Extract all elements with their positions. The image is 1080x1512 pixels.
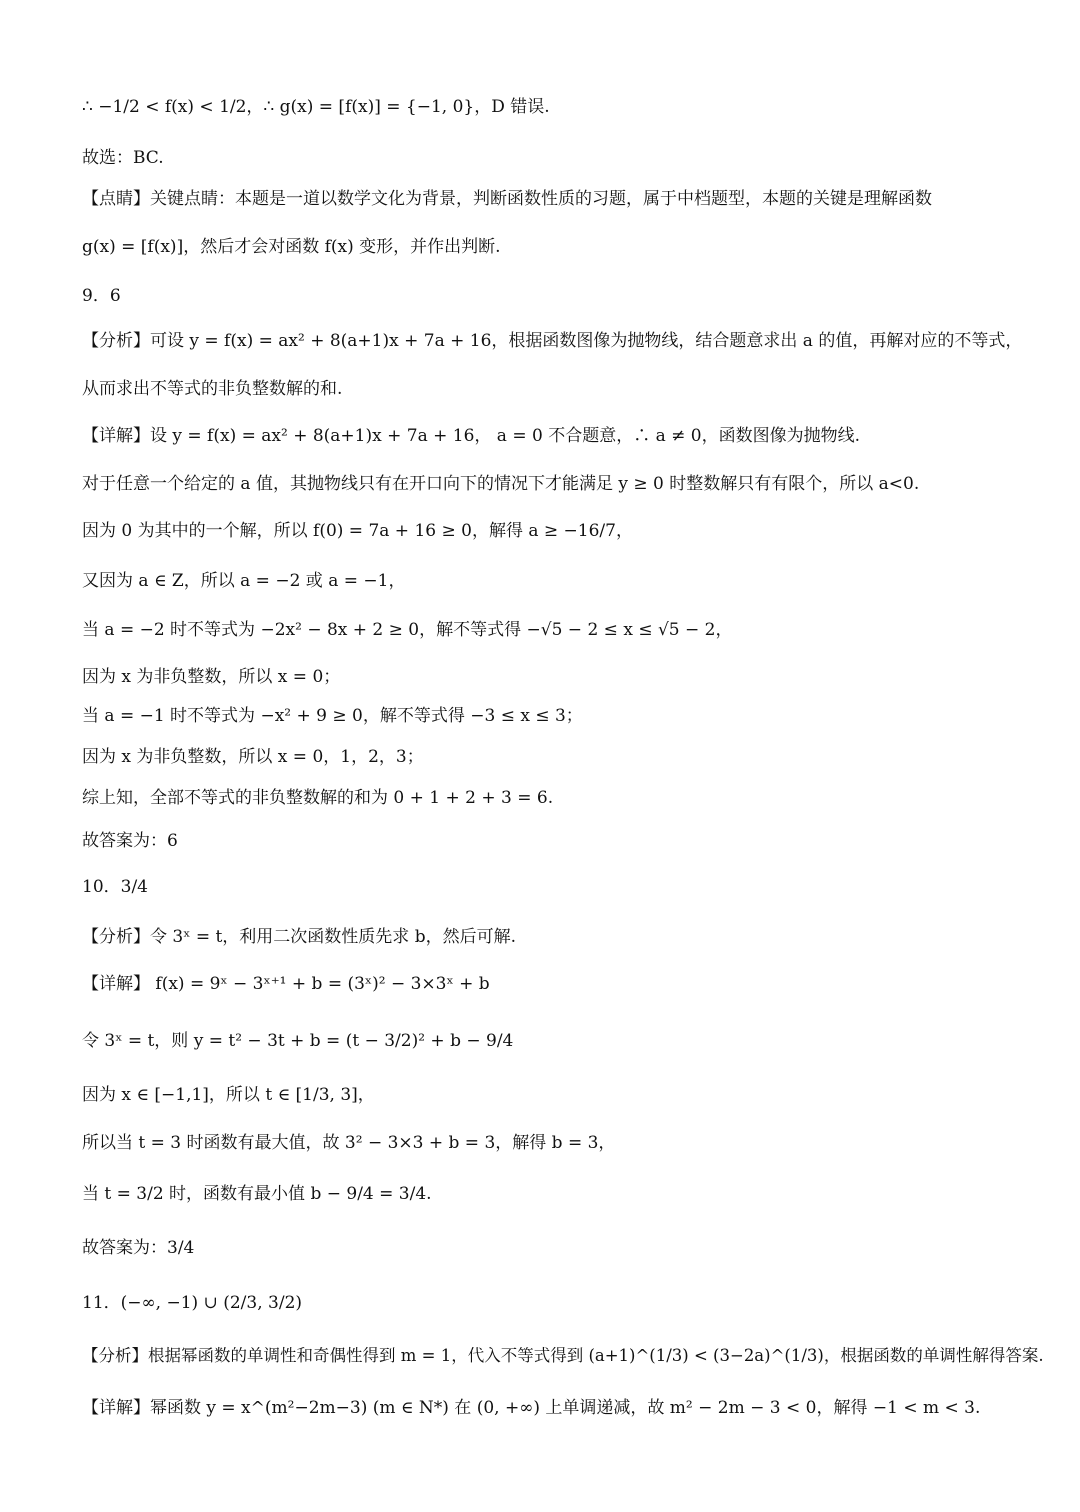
question-number: 9．6 <box>82 286 121 306</box>
text-line: 【详解】设 y = f(x) = ax² + 8(a+1)x + 7a + 16， a = 0 不合题意，∴ a ≠ 0，函数图像为抛物线. <box>82 426 861 446</box>
text-line: 所以当 t = 3 时函数有最大值，故 3² − 3×3 + b = 3，解得 b = 3， <box>82 1133 616 1153</box>
text-line: 【分析】令 3ˣ = t，利用二次函数性质先求 b，然后可解. <box>82 927 516 947</box>
text-line: g(x) = [f(x)]，然后才会对函数 f(x) 变形，并作出判断. <box>82 237 501 257</box>
text-line: 因为 x ∈ [−1,1]，所以 t ∈ [1/3, 3]， <box>82 1085 375 1105</box>
text-line: 令 3ˣ = t，则 y = t² − 3t + b = (t − 3/2)² + b − 9/4 <box>82 1031 514 1051</box>
text-line: 故选：BC. <box>82 148 164 168</box>
text-line: ∴ −1/2 < f(x) < 1/2，∴ g(x) = [f(x)] = {−1, 0}，D 错误. <box>82 97 550 117</box>
text-line: 从而求出不等式的非负整数解的和. <box>82 379 343 399</box>
text-line: 当 a = −1 时不等式为 −x² + 9 ≥ 0，解不等式得 −3 ≤ x ≤ 3； <box>82 706 583 726</box>
text-line: 【分析】可设 y = f(x) = ax² + 8(a+1)x + 7a + 16，根据函数图像为抛物线，结合题意求出 a 的值，再解对应的不等式， <box>82 331 1023 351</box>
text-line: 因为 x 为非负整数，所以 x = 0，1，2，3； <box>82 747 424 767</box>
question-number: 11．(−∞, −1) ∪ (2/3, 3/2) <box>82 1293 303 1313</box>
text-line: 当 t = 3/2 时，函数有最小值 b − 9/4 = 3/4. <box>82 1184 432 1204</box>
text-line: 当 a = −2 时不等式为 −2x² − 8x + 2 ≥ 0，解不等式得 −√5 − 2 ≤ x ≤ √5 − 2， <box>82 620 733 640</box>
text-line: 又因为 a ∈ Z，所以 a = −2 或 a = −1， <box>82 571 406 591</box>
text-line: 因为 x 为非负整数，所以 x = 0； <box>82 667 341 687</box>
text-line: 对于任意一个给定的 a 值，其抛物线只有在开口向下的情况下才能满足 y ≥ 0 时整数解只有有限个，所以 a<0. <box>82 474 920 494</box>
text-line: 【点睛】关键点睛：本题是一道以数学文化为背景，判断函数性质的习题，属于中档题型，本题的关键是理解函数 <box>82 189 932 209</box>
text-line: 故答案为：3/4 <box>82 1238 195 1258</box>
question-number: 10．3/4 <box>82 877 148 897</box>
text-line: 故答案为：6 <box>82 831 178 851</box>
text-line: 【分析】根据幂函数的单调性和奇偶性得到 m = 1，代入不等式得到 (a+1)^(1/3) < (3−2a)^(1/3)，根据函数的单调性解得答案. <box>82 1346 1044 1365</box>
text-line: 【详解】 f(x) = 9ˣ − 3ˣ⁺¹ + b = (3ˣ)² − 3×3ˣ + b <box>82 974 490 994</box>
text-line: 【详解】幂函数 y = x^(m²−2m−3) (m ∈ N*) 在 (0, +∞) 上单调递减，故 m² − 2m − 3 < 0，解得 −1 < m < 3. <box>82 1398 981 1418</box>
text-line: 综上知，全部不等式的非负整数解的和为 0 + 1 + 2 + 3 = 6. <box>82 788 554 808</box>
text-line: 因为 0 为其中的一个解，所以 f(0) = 7a + 16 ≥ 0，解得 a ≥ −16/7， <box>82 521 633 541</box>
